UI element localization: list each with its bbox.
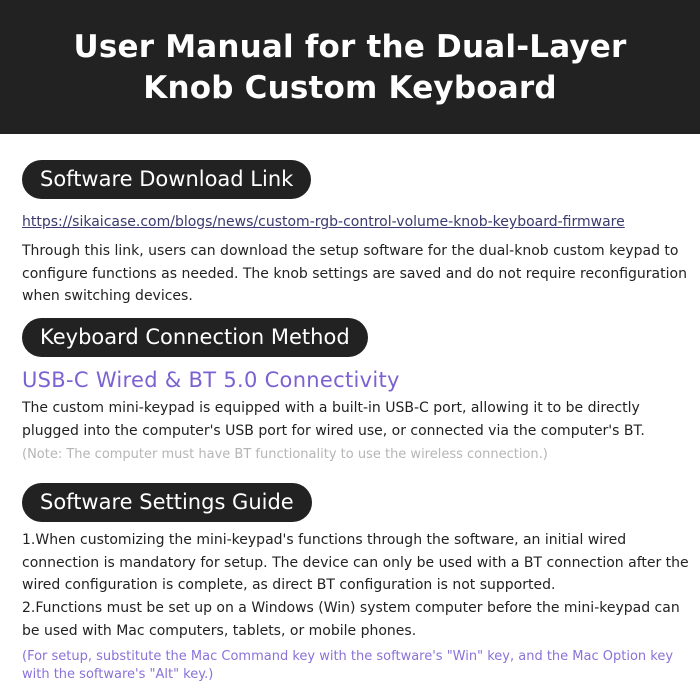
connection-note: (Note: The computer must have BT functionality to use the wireless connection.) xyxy=(22,447,548,462)
settings-item-1: 1.When customizing the mini-keypad's functions through the software, an initial wired connection is mandatory for setup. The device can only be used with a BT connection after the wired configuration is complete, as direct BT configuration is not supported. xyxy=(22,532,689,593)
download-description: Through this link, users can download the setup software for the dual-knob custom keypad to configure functions as needed. The knob settings are saved and do not require reconfiguration when switching devices. xyxy=(22,243,687,304)
section-heading-connection: Keyboard Connection Method xyxy=(22,318,368,357)
connection-subheading: USB-C Wired & BT 5.0 Connectivity xyxy=(22,368,400,392)
connection-description: The custom mini-keypad is equipped with a built-in USB-C port, allowing it to be directly plugged into the computer's USB port for wired use, or connected via the computer's BT. xyxy=(22,400,645,439)
download-link[interactable]: https://sikaicase.com/blogs/news/custom-rgb-control-volume-knob-keyboard-firmware xyxy=(22,214,625,230)
section-heading-download: Software Download Link xyxy=(22,160,311,199)
settings-note: (For setup, substitute the Mac Command key with the software's "Win" key, and the Mac Option key with the software's "Alt" key.) xyxy=(22,649,674,682)
manual-header xyxy=(0,0,700,134)
page-title: User Manual for the Dual-Layer Knob Custom Keyboard xyxy=(73,29,627,106)
settings-item-2: 2.Functions must be set up on a Windows (Win) system computer before the mini-keypad can be used with Mac computers, tablets, or mobile phones. xyxy=(22,600,680,639)
section-heading-settings: Software Settings Guide xyxy=(22,483,312,522)
